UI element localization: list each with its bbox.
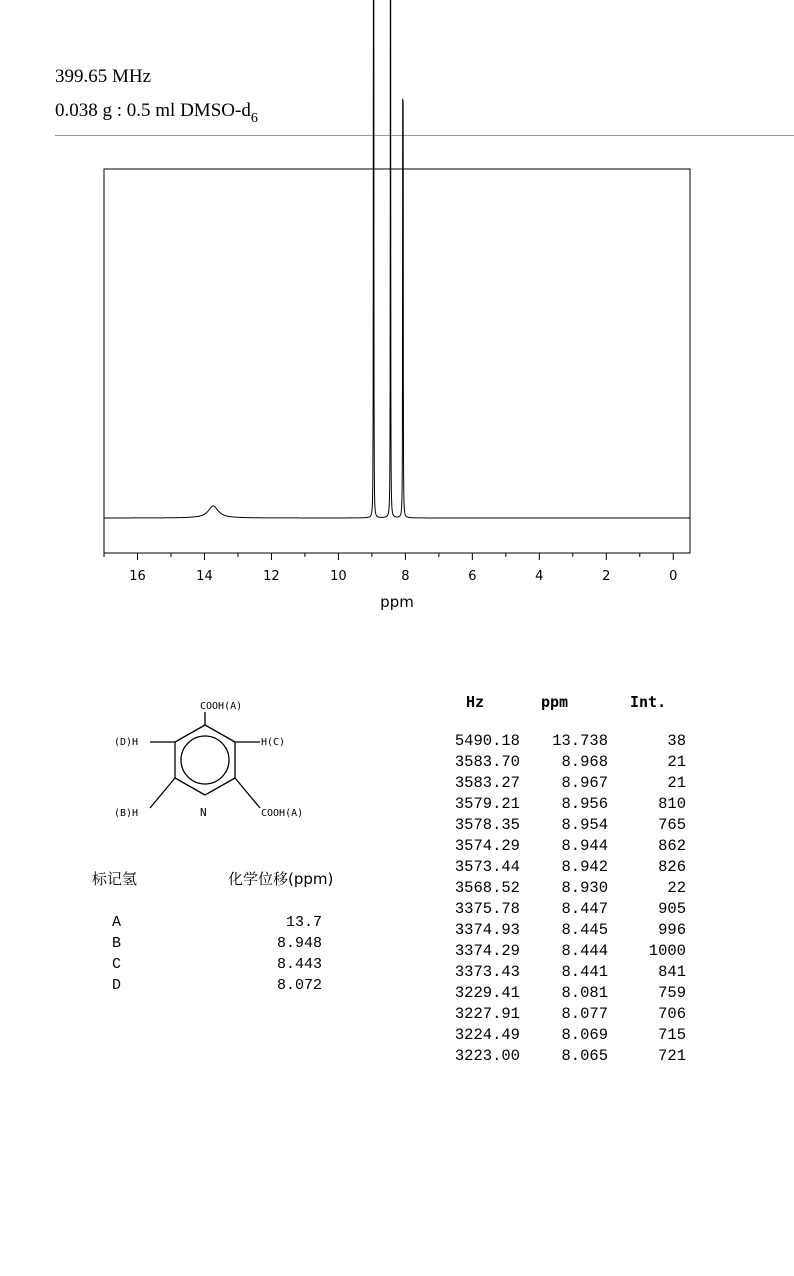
peak-hz: 3229.41 <box>454 984 520 1002</box>
ring-nitrogen-label: N <box>200 806 207 819</box>
peak-intensity: 862 <box>658 837 686 855</box>
pyridine-ring <box>150 712 260 808</box>
peak-hz: 3579.21 <box>454 795 520 813</box>
peak-intensity: 715 <box>658 1026 686 1044</box>
peak-hz: 3223.00 <box>454 1047 520 1065</box>
top-carboxyl-label: COOH(A) <box>200 701 243 712</box>
peak-ppm: 8.930 <box>561 879 608 897</box>
peak-intensity: 1000 <box>648 942 686 960</box>
peak-ppm: 8.081 <box>561 984 608 1002</box>
peak-ppm: 8.065 <box>561 1047 608 1065</box>
peak-hz: 3224.49 <box>454 1026 520 1044</box>
peak-hz: 3568.52 <box>454 879 520 897</box>
peak-ppm: 8.967 <box>561 774 608 792</box>
assignment-header-label: 标记氢 <box>92 870 138 888</box>
chemical-shift-value: 8.443 <box>276 956 322 973</box>
x-tick-label: 10 <box>330 569 347 584</box>
peak-ppm: 8.445 <box>561 921 608 939</box>
h-b-label: (B)H <box>114 808 139 819</box>
peak-ppm: 8.069 <box>561 1026 608 1044</box>
peak-intensity: 826 <box>658 858 686 876</box>
peak-ppm: 8.441 <box>561 963 608 981</box>
peak-intensity: 22 <box>667 879 686 897</box>
peak-intensity: 21 <box>667 753 686 771</box>
peak-ppm: 8.447 <box>561 900 608 918</box>
x-tick-label: 4 <box>535 569 544 584</box>
peak-ppm: 8.968 <box>561 753 608 771</box>
x-tick-label: 12 <box>263 569 280 584</box>
chemical-shift-value: 8.948 <box>276 935 322 952</box>
peak-intensity: 759 <box>658 984 686 1002</box>
peak-hz: 3573.44 <box>454 858 520 876</box>
chemical-shift-value: 8.072 <box>276 977 322 994</box>
peak-hz: 3574.29 <box>454 837 520 855</box>
x-axis-label: ppm <box>380 593 414 611</box>
peak-intensity: 21 <box>667 774 686 792</box>
sample-text: 0.038 g : 0.5 ml DMSO-d <box>55 100 251 121</box>
proton-label: B <box>112 935 122 952</box>
x-tick-label: 14 <box>196 569 213 584</box>
peak-hz: 3375.78 <box>454 900 520 918</box>
x-tick-label: 0 <box>669 569 678 584</box>
x-axis-tick-labels <box>129 569 677 584</box>
peak-intensity: 810 <box>658 795 686 813</box>
peak-intensity: 905 <box>658 900 686 918</box>
x-tick-label: 16 <box>129 569 146 584</box>
h-d-label: (D)H <box>114 737 139 748</box>
right-carboxyl-label: COOH(A) <box>261 808 304 819</box>
peak-ppm: 8.444 <box>561 942 608 960</box>
peak-ppm: 8.954 <box>561 816 608 834</box>
h-c-label: H(C) <box>261 737 286 748</box>
spectrum-trace <box>104 0 690 518</box>
peak-hz: 3578.35 <box>454 816 520 834</box>
peak-hz: 3583.27 <box>454 774 520 792</box>
peak-hz: 3583.70 <box>454 753 520 771</box>
peak-intensity: 706 <box>658 1005 686 1023</box>
peak-ppm: 8.944 <box>561 837 608 855</box>
chemical-shift-value: 13.7 <box>285 914 322 931</box>
col-header-hz: Hz <box>466 693 485 711</box>
proton-label: C <box>112 956 122 973</box>
proton-label: A <box>112 914 122 931</box>
peak-intensity: 996 <box>658 921 686 939</box>
x-tick-label: 8 <box>401 569 410 584</box>
col-header-int: Int. <box>630 693 667 711</box>
plot-frame <box>104 169 690 553</box>
peak-hz: 3227.91 <box>454 1005 520 1023</box>
x-tick-label: 2 <box>602 569 611 584</box>
peak-hz: 3373.43 <box>454 963 520 981</box>
sample-subscript: 6 <box>250 111 258 126</box>
peak-hz: 5490.18 <box>454 732 520 750</box>
peak-hz: 3374.29 <box>454 942 520 960</box>
peak-ppm: 8.956 <box>561 795 608 813</box>
x-tick-label: 6 <box>468 569 477 584</box>
peak-ppm: 8.077 <box>561 1005 608 1023</box>
x-axis-ticks <box>104 553 673 560</box>
spectrometer-frequency: 399.65 MHz <box>55 66 152 87</box>
molecule-structure <box>100 690 340 830</box>
peak-ppm: 8.942 <box>561 858 608 876</box>
peak-intensity: 721 <box>658 1047 686 1065</box>
peak-ppm: 13.738 <box>552 732 608 750</box>
peak-intensity: 38 <box>667 732 686 750</box>
peak-intensity: 841 <box>658 963 686 981</box>
assignment-header-shift: 化学位移(ppm) <box>228 870 334 888</box>
proton-label: D <box>112 977 122 994</box>
peak-hz: 3374.93 <box>454 921 520 939</box>
col-header-ppm: ppm <box>541 693 569 711</box>
peak-intensity: 765 <box>658 816 686 834</box>
